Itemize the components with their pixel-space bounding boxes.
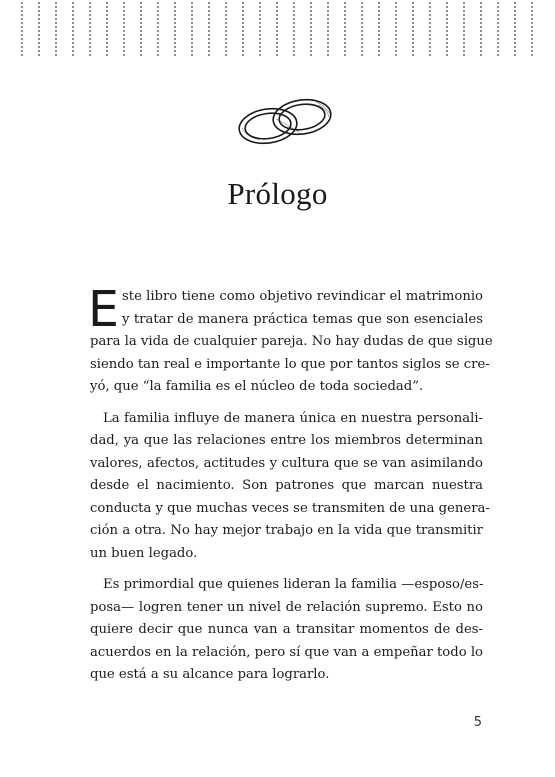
drop-cap: E bbox=[88, 281, 119, 338]
paragraph-3 bbox=[90, 574, 483, 687]
text-line: quiere decir que nunca van a transitar momentos de des- bbox=[90, 622, 483, 637]
text-line: Es primordial que quienes lideran la familia —esposo/es- bbox=[103, 577, 484, 592]
dotted-line-pattern bbox=[0, 0, 555, 62]
text-line: siendo tan real e importante lo que por tantos siglos se cre- bbox=[90, 356, 490, 372]
text-line: ción a otra. No hay mejor trabajo en la vida que transmitir bbox=[90, 523, 483, 538]
text-line: acuerdos en la relación, pero sí que van a empeñar todo lo bbox=[90, 644, 483, 660]
text-line: para la vida de cualquier pareja. No hay dudas de que sigue bbox=[90, 334, 493, 349]
body-text bbox=[88, 281, 493, 687]
text-line: ste libro tiene como objetivo revindicar el matrimonio bbox=[122, 289, 483, 304]
text-line: valores, afectos, actitudes y cultura que se van asimilando bbox=[90, 455, 483, 471]
text-line: yó, que “la familia es el núcleo de toda sociedad”. bbox=[90, 379, 424, 394]
text-line: y tratar de manera práctica temas que son esenciales bbox=[122, 311, 483, 327]
paragraph-1 bbox=[88, 281, 493, 399]
text-line: desde el nacimiento. Son patrones que marcan nuestra bbox=[90, 478, 483, 493]
page-number: 5 bbox=[473, 715, 482, 730]
text-line: que está a su alcance para lograrlo. bbox=[90, 667, 330, 682]
text-line: un buen legado. bbox=[90, 545, 198, 561]
text-line: posa— logren tener un nivel de relación supremo. Esto no bbox=[90, 599, 483, 615]
wedding-rings-icon bbox=[232, 92, 342, 152]
text-line: dad, ya que las relaciones entre los miembros determinan bbox=[90, 433, 483, 448]
text-line: La familia influye de manera única en nuestra personali- bbox=[103, 410, 483, 426]
text-line: conducta y que muchas veces se transmiten de una genera- bbox=[90, 500, 490, 516]
chapter-title: Prólogo bbox=[227, 176, 328, 211]
paragraph-2 bbox=[90, 408, 490, 566]
